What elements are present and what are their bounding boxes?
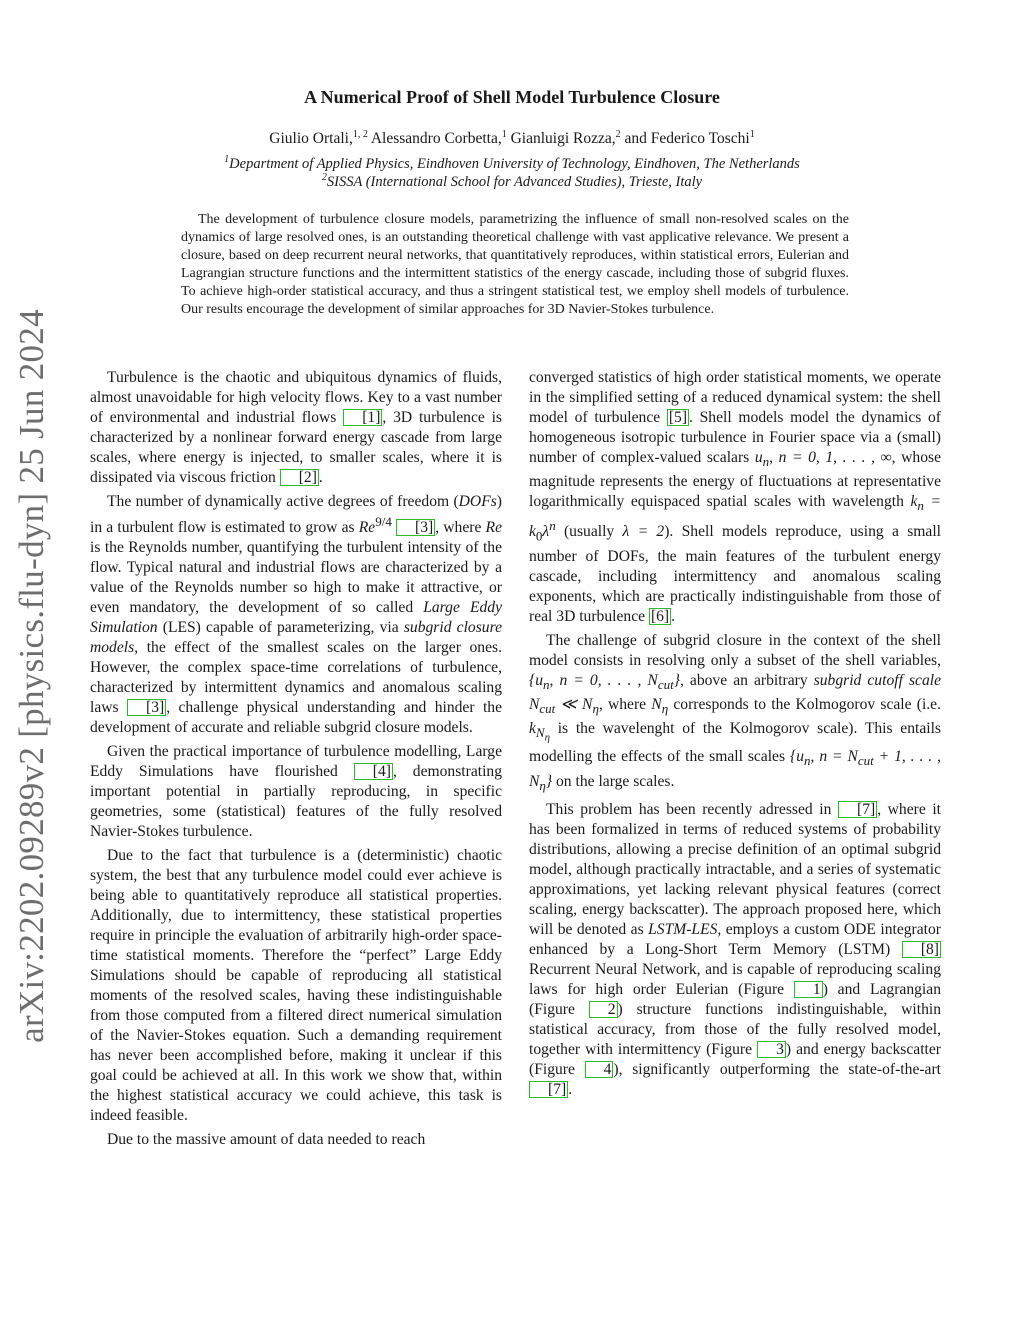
paragraph	[90, 492, 502, 738]
text-run: , above an arbitrary	[679, 671, 814, 689]
math: ≪ N	[555, 695, 593, 713]
text-run: , 3D turbulence is characterized by a nonlinear forward energy cascade from large scales, where energy is injected, to smaller scales, where it is dissipated via viscous friction	[90, 409, 502, 486]
text-run: Given the practical importance of turbulence modelling, Large Eddy Simulations have flourished	[90, 743, 502, 781]
left-column	[90, 368, 502, 1154]
text-run: (LES) capable of parameterizing, via	[157, 619, 404, 637]
text-run: .	[568, 1080, 573, 1098]
math: k	[910, 493, 918, 511]
citation-link[interactable]: [8]	[902, 941, 941, 958]
citation-link[interactable]: [7]	[838, 801, 877, 818]
affiliation-2	[0, 172, 1024, 191]
text-run: Recurrent Neural Network, and is capable of reproducing scaling laws for high order Eulerian (Figure	[529, 960, 941, 998]
citation-link[interactable]: [7]	[529, 1081, 568, 1098]
author-affiliation-mark: 1	[749, 129, 755, 140]
paragraph	[529, 368, 941, 627]
text-run: The challenge of subgrid closure in the context of the shell model consists in resolving only a subset of the shell variables,	[529, 631, 941, 669]
math-subscript: N	[535, 724, 545, 740]
paper-title: A Numerical Proof of Shell Model Turbulence Closure	[304, 87, 720, 107]
math: Re	[358, 519, 376, 537]
math: N	[651, 695, 662, 713]
text-run: , whose magnitude represents the energy of fluctuations at representative logarithmically equispaced spatial scales with wavelength	[529, 449, 941, 511]
emphasis: LSTM-LES	[648, 920, 718, 938]
author-list	[0, 129, 1024, 148]
figure-link[interactable]: 1	[794, 981, 823, 998]
author-affiliation-mark: 1	[501, 129, 507, 140]
affiliation-text: Department of Applied Physics, Eindhoven University of Technology, Eindhoven, The Netherlands	[229, 155, 800, 172]
math: , n = 0, . . . , N	[549, 671, 658, 689]
math-subscript: cut	[657, 676, 674, 692]
math-subscript: η	[544, 731, 550, 744]
affiliation-1	[0, 154, 1024, 173]
math-subscript: η	[592, 700, 599, 716]
text-run: ) structure functions indistinguishable, within statistical accuracy, from those of the fully resolved model, together with intermittency (Figure	[529, 1000, 941, 1058]
math: + 1, . . . , N	[529, 748, 941, 790]
citation-link[interactable]: [3]	[127, 699, 166, 716]
text-run: .	[318, 469, 323, 486]
math: N	[529, 695, 540, 713]
citation-link[interactable]: [1]	[343, 409, 382, 426]
math: {u	[529, 671, 544, 689]
text-run: is the Reynolds number, quantifying the turbulent intensity of the flow. Typical natural and industrial flows are characterized by a value of the Reynolds number so high to make it attractive, or even mandatory, the development of so called	[90, 539, 502, 617]
text-run: , where	[598, 695, 652, 713]
citation-link[interactable]: [4]	[354, 763, 393, 780]
math-subscript: η	[539, 777, 546, 793]
emphasis: subgrid cutoff scale	[813, 671, 941, 689]
citation-link[interactable]: [3]	[396, 519, 435, 536]
citation-link[interactable]: [5]	[668, 409, 688, 426]
author-affiliation-mark: 2	[615, 129, 621, 140]
affiliation-mark: 1	[224, 154, 230, 165]
text-run: ) and energy backscatter (Figure	[529, 1040, 941, 1078]
paragraph: Due to the fact that turbulence is a (deterministic) chaotic system, the best that any turbulence model could ever achieve is being able to quantitatively reproduce all statistical properties. Additionally, due to intermittency, these statistical properties require in principle the evaluation of arbitrarily high-order space-time statistical moments. Therefore the “perfect” Large Eddy Simulations should be capable of reproducing all statistical moments of the resolved scales, having these indistinguishable from those computed from a filtered direct numerical simulation of the Navier-Stokes equation. Such a demanding requirement has never been accomplished before, making it unclear if this goal could be achieved at all. In this work we show that, within the highest statistical accuracy we could achieve, this task is indeed feasible.	[90, 847, 502, 1125]
text-run: . Shell models model the dynamics of homogeneous isotropic turbulence in Fourier space via a (small) number of complex-valued scalars	[529, 409, 941, 466]
math: = k	[529, 493, 941, 541]
math: k	[529, 719, 536, 737]
arxiv-identifier-stamp	[4, 309, 60, 1043]
text-run: converged statistics of high order statistical moments, we operate in the simplified setting of a reduced dynamical system: the shell model of turbulence	[529, 369, 941, 426]
math: λ	[542, 523, 550, 541]
affiliation-mark: 2	[321, 172, 327, 183]
math-subscript: cut	[857, 753, 874, 769]
text-run: ) in a turbulent flow is estimated to grow as	[90, 493, 502, 537]
text-run: is the wavelenght of the Kolmogorov scale). This entails modelling the effects of the small scales	[529, 719, 941, 766]
text-run: , where	[435, 519, 486, 537]
figure-link[interactable]: 2	[589, 1001, 618, 1018]
math-subscript: n	[762, 454, 770, 470]
emphasis: DOFs	[458, 493, 497, 510]
math-superscript: 9/4	[375, 514, 392, 529]
math: }	[545, 772, 553, 790]
text-run: .	[671, 607, 676, 625]
right-column	[529, 368, 941, 1104]
math: , n = N	[810, 748, 858, 766]
math-subscript: n	[543, 676, 550, 692]
math-subscript: n	[917, 498, 924, 514]
math: {u	[789, 748, 805, 766]
citation-link[interactable]: [6]	[650, 607, 670, 625]
math: Re	[485, 519, 502, 537]
paragraph: Due to the massive amount of data needed to reach	[107, 1131, 426, 1149]
text-run: ) and Lagrangian (Figure	[529, 980, 941, 1018]
abstract: The development of turbulence closure models, parametrizing the influence of small non-resolved scales on the dynamics of large resolved ones, is an outstanding theoretical challenge with vast applicative relevance. We present a closure, based on deep recurrent neural networks, that quantitatively reproduces, within statistical errors, Eulerian and Lagrangian structure functions and the intermittent statistics of the energy cascade, including those of subgrid fluxes. To achieve high-order statistical accuracy, and thus a stringent statistical test, we employ shell models of turbulence. Our results encourage the development of similar approaches for 3D Navier-Stokes turbulence.	[181, 212, 849, 317]
text-run: , employs a custom ODE integrator enhanced by a Long-Short Term Memory (LSTM)	[529, 920, 941, 958]
paragraph	[90, 368, 502, 488]
paragraph	[90, 742, 502, 842]
arxiv-identifier-text: arXiv:2202.09289v2 [physics.flu-dyn] 25 Jun 2024	[12, 309, 51, 1043]
text-run: This problem has been recently adressed in	[546, 800, 838, 818]
author-name: Gianluigi Rozza,	[506, 130, 616, 148]
math-subscript: 0	[535, 528, 543, 544]
text-run: ). Shell models reproduce, using a small number of DOFs, the main features of the turbulent energy cascade, including intermittency and anomalous scaling exponents, which are practically indistinguishable from those of real 3D turbulence	[529, 523, 941, 625]
figure-link[interactable]: 4	[585, 1061, 614, 1078]
math: u	[754, 449, 763, 466]
math-subscript: η	[661, 700, 669, 716]
text-run: , where it has been formalized in terms of reduced systems of probability distributions, allowing a precise definition of an optimal subgrid model, although practically intractable, and a series of systematic approximations, yet lacking relevant physical features (correct scaling, energy backscatter). The approach proposed here, which will be denoted as	[529, 800, 941, 938]
author-name: and Federico Toschi	[620, 130, 750, 148]
author-name: Giulio Ortali,	[269, 130, 353, 148]
text-run: , demonstrating important potential in partially reproducing, in specific geometries, some (statistical) features of the fully resolved Navier-Stokes turbulence.	[90, 763, 503, 841]
author-name: Alessandro Corbetta,	[367, 130, 502, 148]
math-subscript: n	[804, 753, 811, 769]
author-affiliation-mark: 1, 2	[352, 129, 368, 140]
text-run: ), significantly outperforming the state-of-the-art	[613, 1060, 941, 1078]
text-run: Turbulence is the chaotic and ubiquitous dynamics of fluids, almost unavoidable for high velocity flows. Key to a vast number of environmental and industrial flows	[90, 369, 502, 426]
citation-link[interactable]: [2]	[280, 469, 319, 486]
math: λ = 2	[622, 523, 665, 541]
paragraph	[529, 631, 941, 796]
math: }	[673, 671, 680, 689]
figure-link[interactable]: 3	[757, 1041, 786, 1058]
emphasis: Large Eddy Simulation	[90, 599, 502, 637]
text-run: corresponds to the Kolmogorov scale (i.e.	[668, 695, 942, 713]
math: , n = 0, 1, . . . , ∞	[769, 449, 892, 466]
text-run: (usually	[555, 523, 623, 541]
text-run: The number of dynamically active degrees of freedom (	[107, 493, 459, 510]
paragraph	[529, 800, 941, 1100]
emphasis: subgrid closure models	[90, 619, 502, 657]
math-superscript: n	[549, 518, 556, 534]
text-run: , the effect of the smallest scales on the larger ones. However, the complex space-time correlations of turbulence, characterized by intermittent dynamics and anomalous scaling laws	[90, 639, 502, 717]
text-run: on the large scales.	[552, 772, 675, 790]
text-run: , challenge physical understanding and hinder the development of accurate and reliable subgrid closure models.	[90, 699, 503, 737]
math-subscript: cut	[539, 700, 556, 716]
affiliation-text: SISSA (International School for Advanced Studies), Trieste, Italy	[326, 173, 703, 190]
